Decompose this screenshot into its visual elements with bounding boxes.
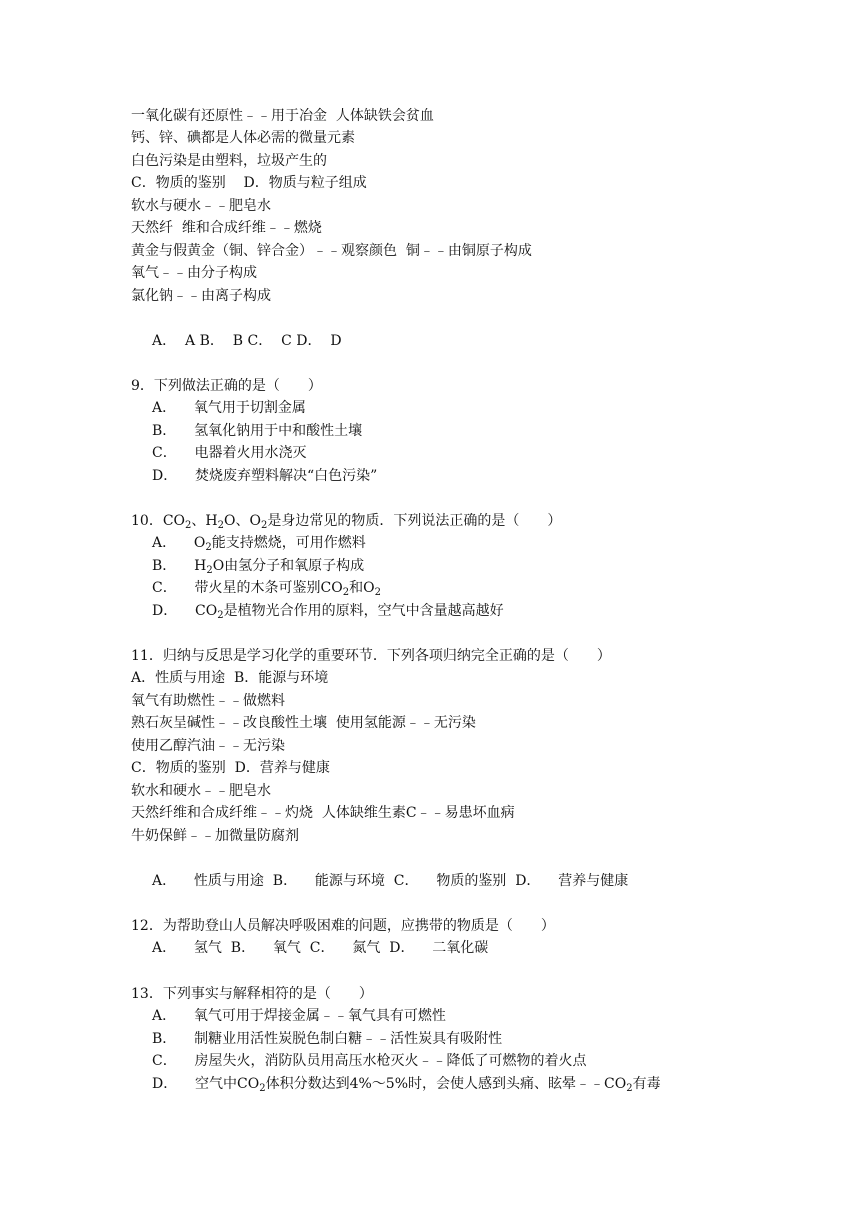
question-12-options: A． 氢气 B． 氧气 C． 氮气 D． 二氧化碳 — [152, 940, 489, 956]
text-line: A．性质与用途 B．能源与环境 — [131, 670, 329, 686]
question-9-option-c: C． 电器着火用水浇灭 — [152, 445, 307, 461]
question-10-stem: 10．$CO_2$、$H_2O$、$O_2$是身边常见的物质．下列说法正确的是（ ） — [131, 513, 562, 531]
text-line: 软水和硬水﹣﹣肥皂水 — [131, 783, 271, 799]
question-13-option-b: B． 制糖业用活性炭脱色制白糖﹣﹣活性炭具有吸附性 — [152, 1031, 503, 1047]
question-10-option-d: D． $CO_2$是植物光合作用的原料，空气中含量越高越好 — [152, 603, 504, 621]
question-10-option-c: C． 带火星的木条可鉴别$CO_2$和$O_2$ — [152, 580, 381, 598]
question-13-option-c: C． 房屋失火，消防队员用高压水枪灭火﹣﹣降低了可燃物的着火点 — [152, 1053, 587, 1069]
text-line: 氯化钠﹣﹣由离子构成 — [131, 288, 271, 304]
question-11-options: A． 性质与用途 B． 能源与环境 C． 物质的鉴别 D． 营养与健康 — [152, 873, 629, 889]
text-line: 使用乙醇汽油﹣﹣无污染 — [131, 738, 285, 754]
question-9-option-b: B． 氢氧化钠用于中和酸性土壤 — [152, 423, 363, 439]
question-11-stem: 11．归纳与反思是学习化学的重要环节．下列各项归纳完全正确的是（ ） — [131, 648, 611, 664]
text-line: 天然纤 维和合成纤维﹣﹣燃烧 — [131, 220, 322, 236]
text-line: 氧气﹣﹣由分子构成 — [131, 265, 257, 281]
text-line: 牛奶保鲜﹣﹣加微量防腐剂 — [131, 828, 299, 844]
question-10-option-b: B． $H_2O$由氢分子和氧原子构成 — [152, 558, 365, 576]
question-9-option-a: A． 氧气用于切割金属 — [152, 400, 306, 416]
text-line: 一氧化碳有还原性﹣﹣用于冶金 人体缺铁会贫血 — [131, 108, 434, 124]
question-13-option-d: D． 空气中$CO_2$体积分数达到4%～5%时，会使人感到头痛、眩晕$﹣﹣CO_2$有毒 — [152, 1076, 661, 1094]
text-line: C．物质的鉴别 D．物质与粒子组成 — [131, 175, 367, 191]
question-10-option-a: A． $O_2$能支持燃烧，可用作燃料 — [152, 535, 366, 553]
answer-options: A． A B． B C． C D． D — [152, 333, 342, 349]
text-line: 氧气有助燃性﹣﹣做燃料 — [131, 693, 285, 709]
text-line: 熟石灰呈碱性﹣﹣改良酸性土壤 使用氢能源﹣﹣无污染 — [131, 715, 476, 731]
question-13-option-a: A． 氧气可用于焊接金属﹣﹣氧气具有可燃性 — [152, 1008, 446, 1024]
question-12-stem: 12．为帮助登山人员解决呼吸困难的问题，应携带的物质是（ ） — [131, 918, 555, 934]
question-9-stem: 9．下列做法正确的是（ ） — [131, 378, 322, 394]
question-9-option-d: D． 焚烧废弃塑料解决“白色污染” — [152, 468, 378, 484]
text-line: 软水与硬水﹣﹣肥皂水 — [131, 198, 271, 214]
text-line: 白色污染是由塑料，垃圾产生的 — [131, 153, 327, 169]
text-line: 天然纤维和合成纤维﹣﹣灼烧 人体缺维生素C﹣﹣易患坏血病 — [131, 805, 515, 821]
question-13-stem: 13．下列事实与解释相符的是（ ） — [131, 986, 373, 1002]
text-line: 钙、锌、碘都是人体必需的微量元素 — [131, 130, 355, 146]
text-line: 黄金与假黄金（铜、锌合金）﹣﹣观察颜色 铜﹣﹣由铜原子构成 — [131, 243, 532, 259]
text-line: C．物质的鉴别 D．营养与健康 — [131, 760, 330, 776]
